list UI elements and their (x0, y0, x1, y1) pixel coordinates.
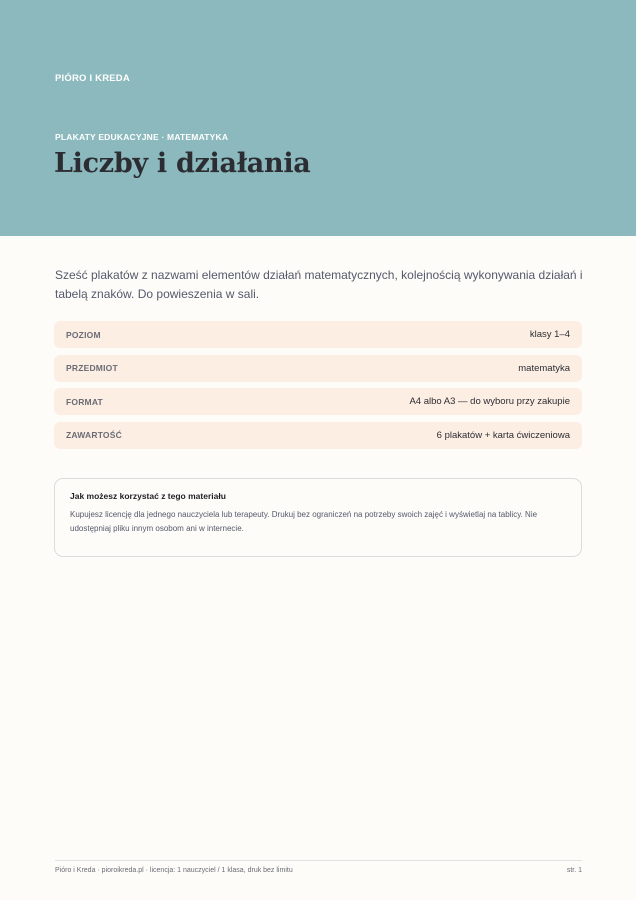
detail-row-contents (54, 422, 582, 449)
detail-row-format (54, 388, 582, 415)
license-card (54, 478, 582, 557)
category-label: PLAKATY EDUKACYJNE · MATEMATYKA (55, 132, 229, 142)
license-card-title: Jak możesz korzystać z tego materiału (70, 491, 226, 501)
detail-label: POZIOM (66, 329, 101, 340)
detail-value: 6 plakatów + karta ćwiczeniowa (436, 429, 570, 441)
detail-row-level (54, 321, 582, 348)
detail-value: matematyka (518, 362, 570, 374)
detail-row-subject (54, 355, 582, 382)
footer-info: Pióro i Kreda · pioroikreda.pl · licencja: 1 nauczyciel / 1 klasa, druk bez limitu (55, 867, 293, 874)
detail-value: A4 albo A3 — do wyboru przy zakupie (409, 396, 570, 407)
page-number: str. 1 (566, 867, 582, 874)
detail-label: ZAWARTOŚĆ (66, 430, 122, 440)
details-list (54, 321, 582, 455)
detail-label: FORMAT (66, 396, 103, 407)
detail-value: klasy 1–4 (529, 329, 570, 340)
brand-name: PIÓRO I KREDA (55, 73, 130, 84)
page-title: Liczby i działania (54, 148, 311, 179)
intro-text: Sześć plakatów z nazwami elementów działań matematycznych, kolejnością wykonywania działań i tabelą znaków. Do powieszenia w sali. (55, 268, 583, 301)
page-footer (55, 860, 582, 874)
hero-banner (0, 0, 636, 236)
license-card-text: Kupujesz licencję dla jednego nauczyciela lub terapeuty. Drukuj bez ograniczeń na potrzeby swoich zajęć i wyświetlaj na tablicy. Nie udostępniaj pliku innym osobom ani w internecie. (70, 510, 538, 533)
detail-label: PRZEDMIOT (66, 363, 118, 373)
